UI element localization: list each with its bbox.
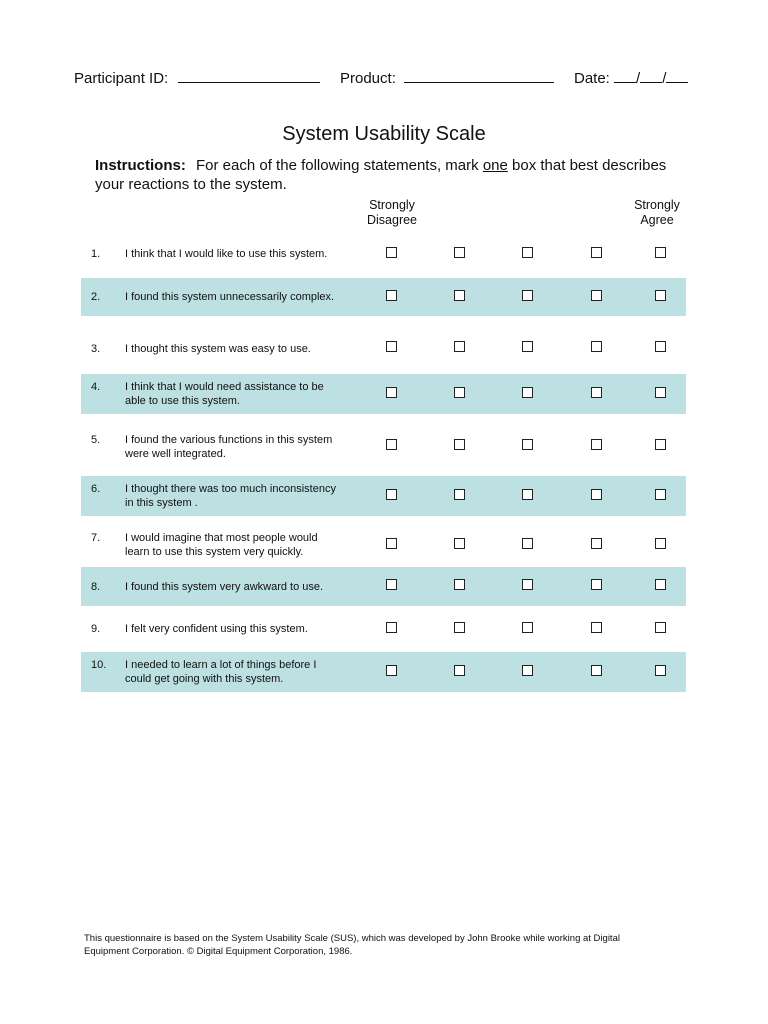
rating-checkbox-5[interactable] <box>655 247 666 258</box>
statement-line: I felt very confident using this system. <box>125 623 308 635</box>
question-statement <box>125 290 355 304</box>
date-day-blank[interactable] <box>640 66 662 83</box>
table-row <box>81 606 686 652</box>
question-number: 7. <box>91 532 101 544</box>
rating-checkbox-2[interactable] <box>454 439 465 450</box>
rating-checkbox-5[interactable] <box>655 622 666 633</box>
statement-line: I found this system unnecessarily complex. <box>125 291 335 303</box>
participant-id-field <box>74 66 320 89</box>
rating-checkbox-3[interactable] <box>522 290 533 301</box>
statement-line: I needed to learn a lot of things before I <box>125 659 317 671</box>
date-separator: / <box>662 70 667 87</box>
question-statement <box>125 380 355 408</box>
instructions <box>95 156 685 194</box>
table-row <box>81 374 686 414</box>
rating-checkbox-4[interactable] <box>591 579 602 590</box>
question-statement <box>125 622 355 636</box>
rating-checkbox-1[interactable] <box>386 665 397 676</box>
footer-line1: This questionnaire is based on the System Usability Scale (SUS), which was developed by John Brooke while working at Digital <box>84 933 620 944</box>
rating-checkbox-1[interactable] <box>386 439 397 450</box>
statement-line: I think that I would like to use this system. <box>125 248 328 260</box>
footer-note <box>84 932 684 958</box>
product-blank[interactable] <box>404 66 554 83</box>
table-row <box>81 326 686 371</box>
table-row <box>81 235 686 273</box>
rating-checkbox-4[interactable] <box>591 538 602 549</box>
rating-checkbox-2[interactable] <box>454 290 465 301</box>
table-row <box>81 476 686 516</box>
rating-checkbox-1[interactable] <box>386 341 397 352</box>
rating-checkbox-2[interactable] <box>454 665 465 676</box>
question-statement <box>125 580 355 594</box>
rating-checkbox-5[interactable] <box>655 489 666 500</box>
scale-right-line1: Strongly <box>634 198 680 212</box>
page-title: System Usability Scale <box>282 123 486 145</box>
statement-line: were well integrated. <box>125 448 226 460</box>
question-statement <box>125 531 355 559</box>
table-row <box>81 278 686 316</box>
rating-checkbox-1[interactable] <box>386 247 397 258</box>
rating-checkbox-4[interactable] <box>591 247 602 258</box>
rating-checkbox-2[interactable] <box>454 247 465 258</box>
footer-line2: Equipment Corporation. © Digital Equipment Corporation, 1986. <box>84 946 353 957</box>
statement-line: I found this system very awkward to use. <box>125 581 324 593</box>
question-number: 5. <box>91 434 101 446</box>
scale-label-strongly-disagree <box>347 198 437 228</box>
rating-checkbox-4[interactable] <box>591 665 602 676</box>
date-separator: / <box>636 70 641 87</box>
rating-checkbox-4[interactable] <box>591 290 602 301</box>
rating-checkbox-5[interactable] <box>655 387 666 398</box>
participant-id-label: Participant ID: <box>74 70 169 87</box>
question-statement <box>125 342 355 356</box>
rating-checkbox-4[interactable] <box>591 439 602 450</box>
rating-checkbox-4[interactable] <box>591 622 602 633</box>
rating-checkbox-3[interactable] <box>522 579 533 590</box>
rating-checkbox-5[interactable] <box>655 579 666 590</box>
rating-checkbox-3[interactable] <box>522 247 533 258</box>
scale-left-line1: Strongly <box>369 198 415 212</box>
question-statement <box>125 247 355 261</box>
rating-checkbox-3[interactable] <box>522 665 533 676</box>
date-year-blank[interactable] <box>666 66 688 83</box>
scale-label-strongly-agree <box>612 198 702 228</box>
rating-checkbox-2[interactable] <box>454 489 465 500</box>
rating-checkbox-3[interactable] <box>522 538 533 549</box>
statement-line: learn to use this system very quickly. <box>125 546 304 558</box>
statement-line: I thought this system was easy to use. <box>125 343 311 355</box>
instructions-text-after: box that best describes your reactions to the system. <box>95 157 667 193</box>
scale-right-line2: Agree <box>640 213 674 227</box>
question-number: 8. <box>91 581 101 593</box>
rating-checkbox-4[interactable] <box>591 387 602 398</box>
question-statement <box>125 482 355 510</box>
statement-line: I thought there was too much inconsistency <box>125 483 336 495</box>
question-number: 3. <box>91 343 101 355</box>
product-field <box>340 66 554 89</box>
instructions-text-before: For each of the following statements, mark <box>196 157 479 174</box>
table-row <box>81 523 686 567</box>
rating-checkbox-4[interactable] <box>591 489 602 500</box>
date-month-blank[interactable] <box>614 66 636 83</box>
question-number: 10. <box>91 659 107 671</box>
rating-checkbox-5[interactable] <box>655 341 666 352</box>
header-fields <box>74 66 714 90</box>
rating-checkbox-4[interactable] <box>591 341 602 352</box>
rating-checkbox-5[interactable] <box>655 439 666 450</box>
rating-checkbox-5[interactable] <box>655 665 666 676</box>
scale-left-line2: Disagree <box>366 213 418 227</box>
rating-checkbox-2[interactable] <box>454 341 465 352</box>
statement-line: I would imagine that most people would <box>125 532 318 544</box>
rating-checkbox-5[interactable] <box>655 290 666 301</box>
table-row <box>81 567 686 606</box>
participant-id-blank[interactable] <box>178 66 320 83</box>
rating-checkbox-3[interactable] <box>522 341 533 352</box>
statement-line: in this system . <box>125 497 198 509</box>
rating-checkbox-2[interactable] <box>454 387 465 398</box>
rating-checkbox-3[interactable] <box>522 622 533 633</box>
statement-line: could get going with this system. <box>125 673 284 685</box>
statement-line: able to use this system. <box>125 395 240 407</box>
rating-checkbox-3[interactable] <box>522 387 533 398</box>
rating-checkbox-1[interactable] <box>386 538 397 549</box>
question-number: 2. <box>91 291 101 303</box>
date-field <box>574 66 688 89</box>
table-row <box>81 652 686 692</box>
question-statement <box>125 433 355 461</box>
statement-line: I think that I would need assistance to be <box>125 381 324 393</box>
instructions-underlined: one <box>482 157 508 174</box>
rating-checkbox-1[interactable] <box>386 387 397 398</box>
rating-checkbox-5[interactable] <box>655 538 666 549</box>
question-number: 6. <box>91 483 101 495</box>
rating-checkbox-3[interactable] <box>522 439 533 450</box>
rating-checkbox-1[interactable] <box>386 579 397 590</box>
product-label: Product: <box>340 70 396 87</box>
date-label: Date: <box>574 70 610 87</box>
rating-checkbox-1[interactable] <box>386 489 397 500</box>
rating-checkbox-2[interactable] <box>454 579 465 590</box>
question-number: 1. <box>91 248 101 260</box>
rating-checkbox-2[interactable] <box>454 538 465 549</box>
rating-checkbox-1[interactable] <box>386 290 397 301</box>
rating-checkbox-3[interactable] <box>522 489 533 500</box>
rating-checkbox-2[interactable] <box>454 622 465 633</box>
instructions-label: Instructions: <box>95 157 186 174</box>
question-number: 4. <box>91 381 101 393</box>
statement-line: I found the various functions in this system <box>125 434 333 446</box>
question-number: 9. <box>91 623 101 635</box>
question-statement <box>125 658 355 686</box>
rating-checkbox-1[interactable] <box>386 622 397 633</box>
table-row <box>81 424 686 469</box>
